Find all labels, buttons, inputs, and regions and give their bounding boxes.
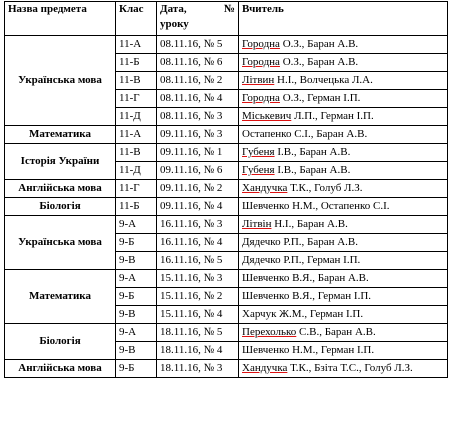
date-cell: 08.11.16, № 3: [157, 108, 239, 126]
teacher-cell: [239, 306, 448, 324]
teacher-surname: Городна: [242, 56, 280, 68]
teacher-cell: [239, 288, 448, 306]
subject-cell: Українська мова: [5, 36, 116, 126]
teacher-cell: [239, 198, 448, 216]
teacher-cell: [239, 324, 448, 342]
class-cell: 11-Г: [116, 180, 157, 198]
teacher-surname: Хандучка: [242, 182, 288, 194]
teacher-cell: [239, 270, 448, 288]
class-cell: 9-А: [116, 216, 157, 234]
teacher-surname: Городна: [242, 92, 280, 104]
teacher-surname: Губеня: [242, 164, 275, 176]
teacher-surname: Хандучка: [242, 362, 288, 374]
teacher-cell: [239, 144, 448, 162]
table-row: [5, 144, 448, 162]
teacher-cell: [239, 108, 448, 126]
teacher-names: Шевченко Н.М., Герман І.П.: [242, 344, 375, 356]
date-cell: 08.11.16, № 5: [157, 36, 239, 54]
class-cell: 9-Б: [116, 360, 157, 378]
class-cell: 11-В: [116, 144, 157, 162]
subject-cell: Англійська мова: [5, 180, 116, 198]
header-row: [5, 2, 448, 36]
teacher-names: О.З., Баран А.В.: [279, 38, 359, 50]
teacher-names: І.В., Баран А.В.: [274, 146, 351, 158]
teacher-cell: [239, 36, 448, 54]
table-row: [5, 360, 448, 378]
date-cell: 09.11.16, № 4: [157, 198, 239, 216]
teacher-names: Шевченко В.Я., Баран А.В.: [242, 272, 369, 284]
class-cell: 9-А: [116, 270, 157, 288]
class-cell: 9-Б: [116, 288, 157, 306]
teacher-cell: [239, 252, 448, 270]
teacher-cell: [239, 54, 448, 72]
date-cell: 08.11.16, № 6: [157, 54, 239, 72]
date-cell: 18.11.16, № 4: [157, 342, 239, 360]
date-cell: 18.11.16, № 3: [157, 360, 239, 378]
header-class: Клас: [116, 2, 157, 36]
teacher-names: Дядечко Р.П., Баран А.В.: [242, 236, 359, 248]
class-cell: 11-Г: [116, 90, 157, 108]
date-cell: 16.11.16, № 5: [157, 252, 239, 270]
teacher-cell: [239, 72, 448, 90]
date-cell: 18.11.16, № 5: [157, 324, 239, 342]
class-cell: 9-А: [116, 324, 157, 342]
class-cell: 11-А: [116, 36, 157, 54]
teacher-names: І.В., Баран А.В.: [274, 164, 351, 176]
date-cell: 08.11.16, № 2: [157, 72, 239, 90]
header-subject: Назва предмета: [5, 2, 116, 36]
date-cell: 09.11.16, № 6: [157, 162, 239, 180]
header-teacher: Вчитель: [239, 2, 448, 36]
teacher-names: О.З., Баран А.В.: [279, 56, 359, 68]
teacher-names: Дядечко Р.П., Герман І.П.: [242, 254, 361, 266]
table-body: [5, 36, 448, 378]
teacher-surname: Губеня: [242, 146, 275, 158]
teacher-names: Шевченко Н.М., Остапенко С.І.: [242, 200, 390, 212]
teacher-cell: [239, 360, 448, 378]
class-cell: 9-Б: [116, 234, 157, 252]
teacher-surname: Міськевич: [242, 110, 292, 122]
table-row: [5, 198, 448, 216]
teacher-names: Л.П., Герман І.П.: [291, 110, 374, 122]
table-row: [5, 126, 448, 144]
class-cell: 11-Б: [116, 198, 157, 216]
subject-cell: Біологія: [5, 324, 116, 360]
teacher-names: Н.І., Баран А.В.: [271, 218, 348, 230]
teacher-cell: [239, 126, 448, 144]
subject-cell: Англійська мова: [5, 360, 116, 378]
teacher-surname: Літвін: [242, 218, 272, 230]
teacher-names: Харчук Ж.М., Герман І.П.: [242, 308, 364, 320]
teacher-cell: [239, 234, 448, 252]
date-cell: 15.11.16, № 3: [157, 270, 239, 288]
teacher-cell: [239, 162, 448, 180]
header-lesson-label: уроку: [160, 18, 189, 30]
subject-cell: Математика: [5, 126, 116, 144]
teacher-names: Т.К., Бзіта Т.С., Голуб Л.З.: [287, 362, 413, 374]
teacher-surname: Літвин: [242, 74, 275, 86]
class-cell: 9-В: [116, 342, 157, 360]
date-cell: 09.11.16, № 2: [157, 180, 239, 198]
teacher-cell: [239, 216, 448, 234]
date-cell: 16.11.16, № 4: [157, 234, 239, 252]
schedule-table: [4, 1, 448, 378]
teacher-names: Остапенко С.І., Баран А.В.: [242, 128, 368, 140]
class-cell: 11-Д: [116, 162, 157, 180]
subject-cell: Математика: [5, 270, 116, 324]
teacher-names: Н.І., Волчецька Л.А.: [274, 74, 373, 86]
teacher-names: Шевченко В.Я., Герман І.П.: [242, 290, 372, 302]
date-cell: 16.11.16, № 3: [157, 216, 239, 234]
header-date-label: Дата,: [160, 3, 187, 15]
teacher-surname: Перехолько: [242, 326, 297, 338]
subject-cell: Біологія: [5, 198, 116, 216]
date-cell: 15.11.16, № 4: [157, 306, 239, 324]
teacher-surname: Городна: [242, 38, 280, 50]
table-row: [5, 324, 448, 342]
teacher-cell: [239, 90, 448, 108]
date-cell: 09.11.16, № 3: [157, 126, 239, 144]
date-cell: 08.11.16, № 4: [157, 90, 239, 108]
class-cell: 11-А: [116, 126, 157, 144]
header-number-label: №: [223, 3, 235, 15]
subject-cell: Українська мова: [5, 216, 116, 270]
teacher-cell: [239, 180, 448, 198]
table-row: [5, 180, 448, 198]
date-cell: 09.11.16, № 1: [157, 144, 239, 162]
class-cell: 9-В: [116, 306, 157, 324]
table-row: [5, 216, 448, 234]
teacher-names: Т.К., Голуб Л.З.: [287, 182, 363, 194]
table-header: [5, 2, 448, 36]
teacher-cell: [239, 342, 448, 360]
table-row: [5, 270, 448, 288]
table-row: [5, 36, 448, 54]
class-cell: 9-В: [116, 252, 157, 270]
teacher-names: С.В., Баран А.В.: [296, 326, 376, 338]
class-cell: 11-Б: [116, 54, 157, 72]
teacher-names: О.З., Герман І.П.: [279, 92, 361, 104]
class-cell: 11-В: [116, 72, 157, 90]
subject-cell: Історія України: [5, 144, 116, 180]
class-cell: 11-Д: [116, 108, 157, 126]
header-date: [157, 2, 239, 36]
date-cell: 15.11.16, № 2: [157, 288, 239, 306]
